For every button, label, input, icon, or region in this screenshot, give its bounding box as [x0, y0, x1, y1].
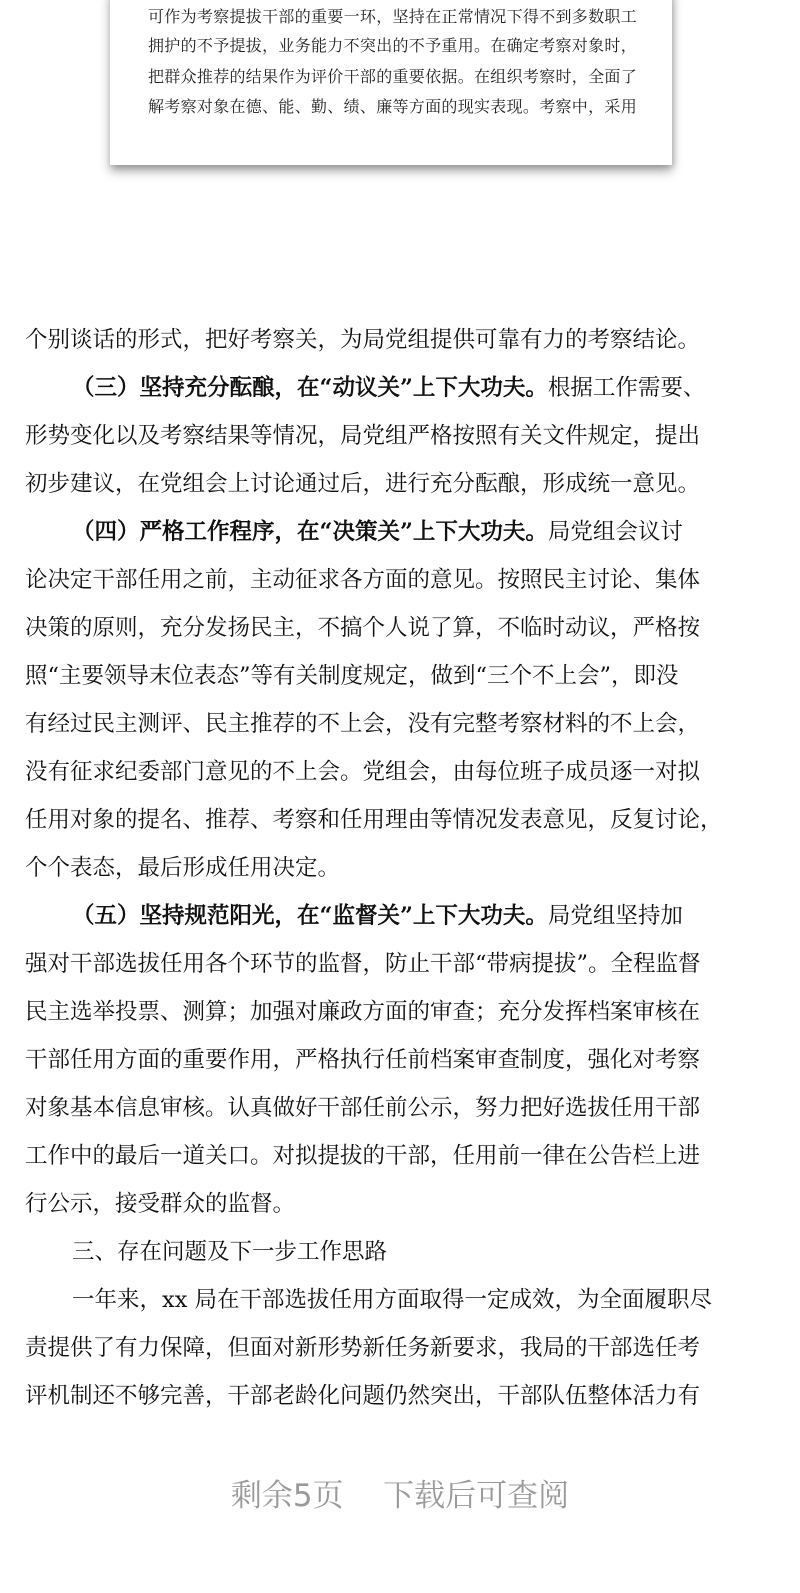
card-line: 可作为考察提拔干部的重要一环，坚持在正常情况下得不到多数职工 — [148, 7, 638, 26]
text-line: 论决定干部任用之前，主动征求各方面的意见。按照民主讨论、集体 — [25, 567, 701, 593]
text-line: 干部任用方面的重要作用，严格执行任前档案审查制度，强化对考察 — [25, 1047, 701, 1073]
card-line: 把群众推荐的结果作为评价干部的重要依据。在组织考察时，全面了 — [148, 67, 638, 86]
text-line: 一年来，xx 局在干部选拔任用方面取得一定成效，为全面履职尽 — [72, 1287, 713, 1313]
text-line: 有经过民主测评、民主推荐的不上会，没有完整考察材料的不上会， — [25, 711, 701, 737]
section-heading-line — [25, 508, 785, 556]
download-hint-label[interactable]: 下载后可查阅 — [383, 1478, 570, 1514]
section-heading: （五）坚持规范阳光，在“监督关”上下大功夫。 — [72, 903, 548, 929]
card-line: 解考察对象在德、能、勤、绩、廉等方面的现实表现。考察中，采用 — [148, 97, 638, 116]
section-heading: （四）严格工作程序，在“决策关”上下大功夫。 — [72, 519, 548, 545]
text-line: 任用对象的提名、推荐、考察和任用理由等情况发表意见，反复讨论， — [25, 807, 723, 833]
section-heading: （三）坚持充分酝酿，在“动议关”上下大功夫。 — [72, 375, 548, 401]
text-line: 民主选举投票、测算；加强对廉政方面的审查；充分发挥档案审核在 — [25, 999, 701, 1025]
text-line: 对象基本信息审核。认真做好干部任前公示，努力把好选拔任用干部 — [25, 1095, 701, 1121]
section-heading-line — [25, 364, 785, 412]
document-body — [25, 316, 785, 1420]
card-line: 拥护的不予提拔，业务能力不突出的不予重用。在确定考察对象时， — [148, 36, 638, 55]
preview-page-card — [110, 0, 672, 165]
text-line: 评机制还不够完善，干部老龄化问题仍然突出，干部队伍整体活力有 — [25, 1383, 701, 1409]
text-line: 行公示，接受群众的监督。 — [25, 1191, 296, 1217]
text-line: 个个表态，最后形成任用决定。 — [25, 855, 341, 881]
text-line: 工作中的最后一道关口。对拟提拔的干部，任用前一律在公告栏上进 — [25, 1143, 701, 1169]
text-line: 照“主要领导末位表态”等有关制度规定，做到“三个不上会”，即没 — [25, 663, 679, 689]
text-line: 初步建议，在党组会上讨论通过后，进行充分酝酿，形成统一意见。 — [25, 471, 701, 497]
text-line: 责提供了有力保障，但面对新形势新任务新要求，我局的干部选任考 — [25, 1335, 701, 1361]
text-line: 没有征求纪委部门意见的不上会。党组会，由每位班子成员逐一对拟 — [25, 759, 701, 785]
text-line: 个别谈话的形式，把好考察关，为局党组提供可靠有力的考察结论。 — [25, 327, 701, 353]
text-line: 决策的原则，充分发扬民主，不搞个人说了算，不临时动议，严格按 — [25, 615, 701, 641]
text-line: 强对干部选拔任用各个环节的监督，防止干部“带病提拔”。全程监督 — [25, 951, 701, 977]
text-span: 局党组坚持加 — [547, 903, 683, 929]
text-line: 形势变化以及考察结果等情况，局党组严格按照有关文件规定，提出 — [25, 423, 701, 449]
download-prompt[interactable] — [0, 1470, 800, 1515]
remaining-pages-label[interactable]: 剩余5页 — [230, 1478, 344, 1514]
text-span: 局党组会议讨 — [547, 519, 683, 545]
chapter-heading: 三、存在问题及下一步工作思路 — [72, 1239, 388, 1265]
text-span: 根据工作需要、 — [547, 375, 706, 401]
section-heading-line — [25, 892, 785, 940]
